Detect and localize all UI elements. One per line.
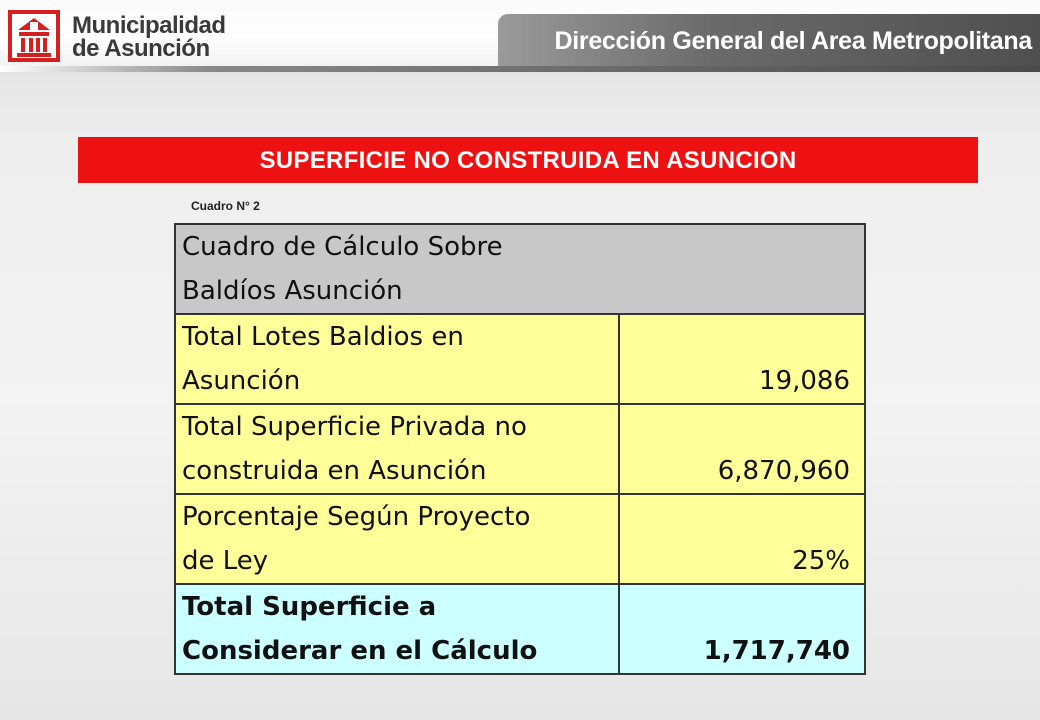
logo bbox=[6, 8, 246, 64]
logo-line-1: Municipalidad bbox=[72, 12, 226, 39]
row-label-line-2: construida en Asunción bbox=[182, 456, 487, 486]
row-value: 25% bbox=[619, 494, 865, 584]
row-value: 6,870,960 bbox=[619, 404, 865, 494]
banner-title: SUPERFICIE NO CONSTRUIDA EN ASUNCION bbox=[259, 147, 797, 174]
total-label-line-1: Total Superficie a bbox=[182, 592, 437, 622]
total-row bbox=[175, 584, 865, 674]
row-value: 19,086 bbox=[619, 314, 865, 404]
row-label bbox=[175, 314, 619, 404]
total-label bbox=[175, 584, 619, 674]
municipality-emblem-icon bbox=[6, 8, 62, 64]
table-row bbox=[175, 404, 865, 494]
table-header-row bbox=[175, 224, 865, 314]
row-label bbox=[175, 404, 619, 494]
row-label-line-2: Asunción bbox=[182, 366, 301, 396]
section-banner bbox=[78, 137, 978, 183]
header bbox=[0, 0, 1040, 72]
table-caption: Cuadro N° 2 bbox=[191, 199, 260, 213]
header-divider bbox=[0, 66, 1040, 72]
calculation-table bbox=[174, 223, 866, 675]
table-header-line-1: Cuadro de Cálculo Sobre bbox=[182, 232, 503, 262]
table-header-line-2: Baldíos Asunción bbox=[182, 276, 403, 306]
row-label bbox=[175, 494, 619, 584]
row-label-line-2: de Ley bbox=[182, 546, 269, 576]
table-row bbox=[175, 314, 865, 404]
logo-line-2: de Asunción bbox=[72, 35, 210, 62]
table-header-cell bbox=[175, 224, 865, 314]
header-title-box bbox=[498, 14, 1040, 66]
logo-text bbox=[72, 14, 226, 60]
row-label-line-1: Total Superficie Privada no bbox=[182, 412, 527, 442]
header-title: Dirección General del Area Metropolitana bbox=[554, 27, 1032, 55]
total-value: 1,717,740 bbox=[619, 584, 865, 674]
table-row bbox=[175, 494, 865, 584]
row-label-line-1: Total Lotes Baldios en bbox=[182, 322, 464, 352]
total-label-line-2: Considerar en el Cálculo bbox=[182, 636, 538, 666]
row-label-line-1: Porcentaje Según Proyecto bbox=[182, 502, 531, 532]
